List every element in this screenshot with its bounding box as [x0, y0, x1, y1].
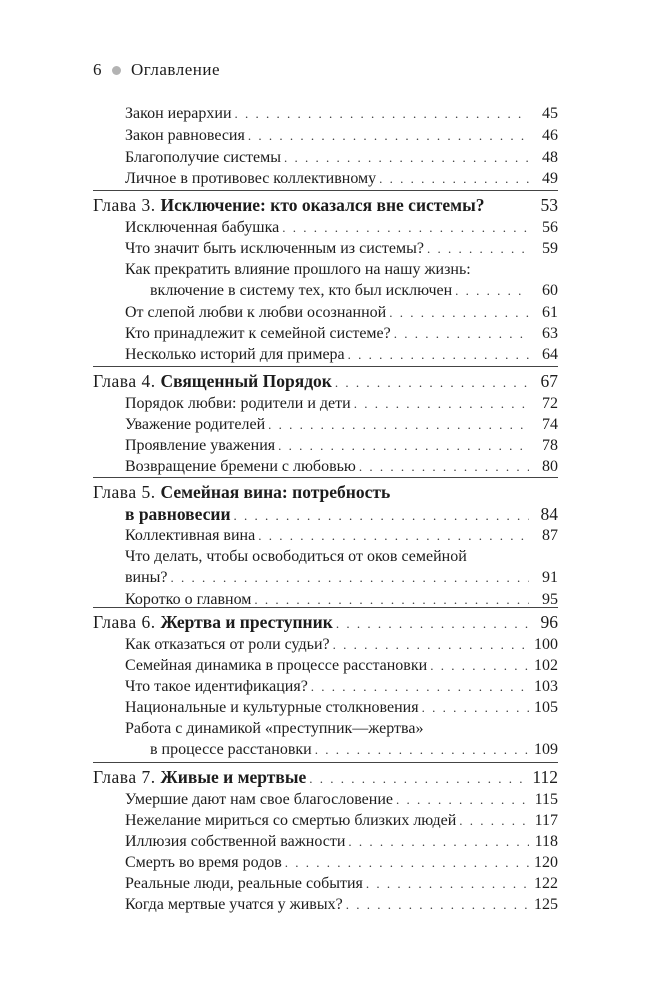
toc-page-number: 67 [540, 371, 558, 391]
toc-entry[interactable]: Что такое идентификация? . . . 103 [125, 678, 558, 699]
toc-entry[interactable]: Когда мертвые учатся у живых? . . . 125 [125, 896, 558, 917]
toc-entry[interactable]: Порядок любви: родители и дети . . . 72 [125, 395, 558, 416]
toc-page-number: 49 [542, 170, 558, 187]
toc-entry[interactable]: Коротко о главном . . . 95 [125, 591, 558, 612]
page-number: 6 [93, 60, 102, 79]
toc-page-number: 96 [540, 612, 558, 632]
toc-entry[interactable]: Закон иерархии . . . 45 [125, 105, 558, 126]
chapter-heading-continuation[interactable]: в равновесии . . . 84 [125, 504, 558, 528]
chapter-divider [93, 607, 558, 608]
chapter-divider [93, 190, 558, 191]
toc-page-number: 60 [542, 282, 558, 299]
section-title: Оглавление [131, 60, 220, 79]
toc-page-number: 46 [542, 127, 558, 144]
toc-page-number: 102 [534, 657, 558, 674]
toc-entry[interactable]: Смерть во время родов . . . 120 [125, 854, 558, 875]
toc-entry-continuation[interactable]: в процессе расстановки . . . 109 [150, 741, 558, 762]
toc-page-number: 118 [534, 833, 558, 850]
toc-page-number: 95 [542, 591, 558, 608]
chapter-title: Исключение: кто оказался вне системы? [160, 195, 485, 215]
toc-page-number: 48 [542, 149, 558, 166]
toc-page-number: 63 [542, 325, 558, 342]
toc-page-number: 59 [542, 240, 558, 257]
bullet-dot-icon [112, 66, 121, 75]
toc-page-number: 112 [532, 767, 558, 787]
chapter-heading[interactable]: Глава 5. Семейная вина: потребность [93, 482, 391, 502]
chapter-heading[interactable]: Глава 4. Священный Порядок . . . 67 [93, 371, 558, 395]
toc-entry[interactable]: Коллективная вина . . . 87 [125, 527, 558, 548]
toc-entry[interactable]: Закон равновесия . . . 46 [125, 127, 558, 148]
toc-page-number: 84 [540, 504, 558, 524]
running-header [93, 60, 220, 80]
chapter-title: Живые и мертвые [160, 767, 307, 787]
toc-entry[interactable]: Возвращение бремени с любовью . . . 80 [125, 458, 558, 479]
toc-entry[interactable]: Кто принадлежит к семейной системе? . . . 63 [125, 325, 558, 346]
toc-page-number: 120 [534, 854, 558, 871]
chapter-divider [93, 366, 558, 367]
toc-entry-continuation[interactable]: включение в систему тех, кто был исключен . . . 60 [150, 282, 558, 303]
toc-page-number: 64 [542, 346, 558, 363]
chapter-title: Семейная вина: потребность [160, 482, 391, 502]
toc-entry[interactable]: Несколько историй для примера . . . 64 [125, 346, 558, 367]
toc-page-number: 56 [542, 219, 558, 236]
toc-entry[interactable]: Что значит быть исключенным из системы? . . . 59 [125, 240, 558, 261]
toc-entry[interactable]: Национальные и культурные столкновения . . . 105 [125, 699, 558, 720]
toc-page-number: 78 [542, 437, 558, 454]
chapter-divider [93, 762, 558, 763]
toc-entry[interactable]: Уважение родителей . . . 74 [125, 416, 558, 437]
toc-entry-first-line[interactable]: Как прекратить влияние прошлого на нашу жизнь: [125, 261, 471, 278]
toc-entry[interactable]: Семейная динамика в процессе расстановки . . . 102 [125, 657, 558, 678]
chapter-divider [93, 477, 558, 478]
toc-entry[interactable]: Нежелание мириться со смертью близких людей . . . 117 [125, 812, 558, 833]
toc-page-number: 87 [542, 527, 558, 544]
toc-entry[interactable]: Реальные люди, реальные события . . . 122 [125, 875, 558, 896]
toc-entry[interactable]: Умершие дают нам свое благословение . . . 115 [125, 791, 558, 812]
toc-entry[interactable]: Проявление уважения . . . 78 [125, 437, 558, 458]
toc-page-number: 72 [542, 395, 558, 412]
toc-page-number: 115 [534, 791, 558, 808]
toc-page-number: 122 [534, 875, 558, 892]
chapter-title: Жертва и преступник [160, 612, 333, 632]
toc-entry[interactable]: Как отказаться от роли судьи? . . . 100 [125, 636, 558, 657]
toc-page-number: 100 [534, 636, 558, 653]
toc-page-number: 105 [534, 699, 558, 716]
toc-page-number: 45 [542, 105, 558, 122]
toc-entry[interactable]: От слепой любви к любви осознанной . . . 61 [125, 304, 558, 325]
chapter-heading[interactable]: Глава 3. Исключение: кто оказался вне системы? 53 [93, 195, 558, 215]
toc-entry[interactable]: Благополучие системы . . . 48 [125, 149, 558, 170]
toc-entry-first-line[interactable]: Что делать, чтобы освободиться от оков семейной [125, 548, 467, 565]
toc-entry-first-line[interactable]: Работа с динамикой «преступник—жертва» [125, 720, 424, 737]
toc-page-number: 91 [542, 569, 558, 586]
toc-page-number: 117 [534, 812, 558, 829]
toc-page-number: 109 [534, 741, 558, 758]
toc-page-number: 61 [542, 304, 558, 321]
toc-entry-continuation[interactable]: вины? . . . 91 [125, 569, 558, 590]
toc-page-number: 53 [540, 195, 558, 215]
toc-entry[interactable]: Личное в противовес коллективному . . . 49 [125, 170, 558, 191]
toc-entry[interactable]: Иллюзия собственной важности . . . 118 [125, 833, 558, 854]
toc-entry[interactable]: Исключенная бабушка . . . 56 [125, 219, 558, 240]
chapter-title: Священный Порядок [160, 371, 332, 391]
chapter-heading[interactable]: Глава 6. Жертва и преступник . . . 96 [93, 612, 558, 636]
toc-page-number: 103 [534, 678, 558, 695]
toc-page-number: 125 [534, 896, 558, 913]
toc-page-number: 74 [542, 416, 558, 433]
toc-page-number: 80 [542, 458, 558, 475]
chapter-heading[interactable]: Глава 7. Живые и мертвые . . . 112 [93, 767, 558, 791]
